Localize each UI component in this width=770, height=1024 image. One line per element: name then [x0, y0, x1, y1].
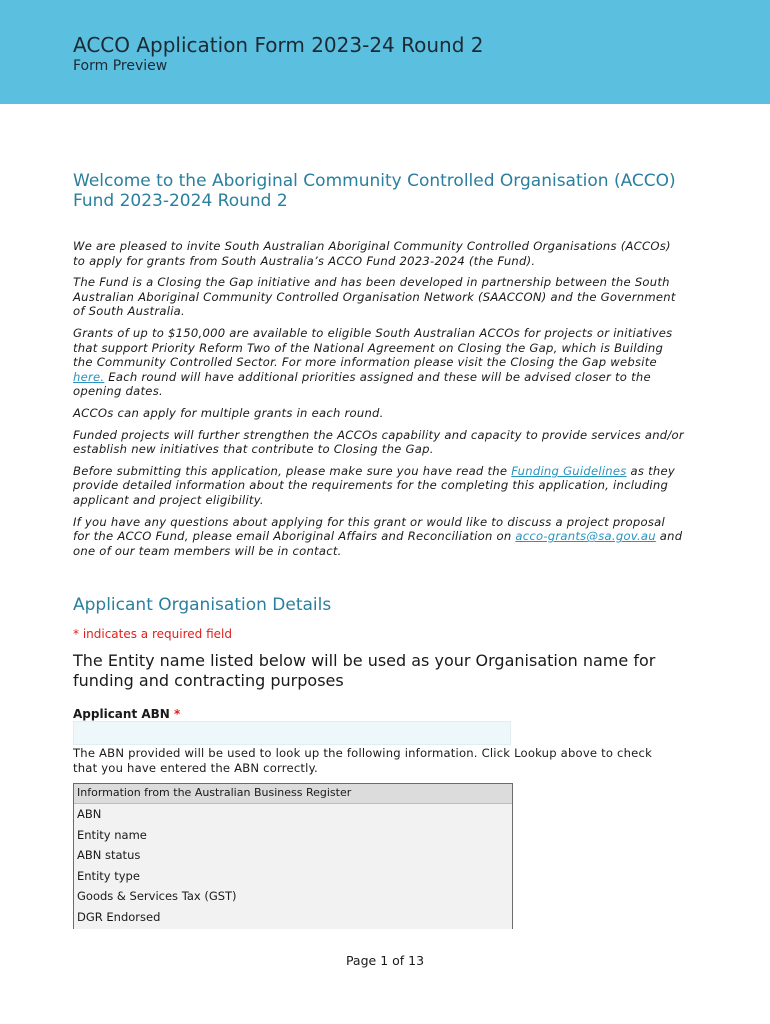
contact-email-link[interactable]: acco-grants@sa.gov.au	[515, 529, 656, 544]
abn-label: Applicant ABN *	[73, 707, 181, 721]
abr-info-table	[73, 783, 513, 929]
abr-row-gst: Goods & Services Tax (GST)	[77, 889, 237, 903]
abr-row-entity-name: Entity name	[77, 827, 147, 842]
intro-paragraph: Before submitting this application, please make sure you have read the Funding Guidelines as they provide detailed information about the requirements for the completing this application, including applicant and project eligibility.	[73, 463, 675, 507]
page-number: Page 1 of 13	[345, 953, 425, 968]
intro-text	[73, 239, 685, 565]
intro-paragraph: ACCOs can apply for multiple grants in each round.	[73, 405, 384, 420]
intro-paragraph: We are pleased to invite South Australian Aboriginal Community Controlled Organisations (ACCOs) to apply for grants from South Australia’s ACCO Fund 2023-2024 (the Fund).	[73, 239, 671, 268]
abr-row-abn: ABN	[77, 807, 102, 821]
form-subtitle: Form Preview	[73, 58, 168, 74]
entity-name-note: The Entity name listed below will be used as your Organisation name for funding and contracting purposes	[73, 651, 656, 690]
intro-paragraph: Grants of up to $150,000 are available to eligible South Australian ACCOs for projects or initiatives that support Priority Reform Two of the National Agreement on Closing the Gap, which is Building the Community Controlled Sector. For more information please visit the Closing the Gap website here. Each round will have additional priorities assigned and these will be advised closer to the opening dates.	[73, 325, 673, 399]
applicant-section-heading: Applicant Organisation Details	[73, 595, 332, 615]
required-field-note: * indicates a required field	[73, 627, 232, 641]
abr-row-dgr: DGR Endorsed	[77, 909, 161, 924]
intro-paragraph: If you have any questions about applying for this grant or would like to discuss a project proposal for the ACCO Fund, please email Aboriginal Affairs and Reconciliation on acco-grants@sa.gov.au and one of our team members will be in contact.	[73, 514, 683, 558]
intro-paragraph: The Fund is a Closing the Gap initiative and has been developed in partnership between the South Australian Aboriginal Community Controlled Organisation Network (SAACCON) and the Government of South Australia.	[73, 275, 676, 319]
required-star: *	[174, 707, 181, 721]
funding-guidelines-link[interactable]: Funding Guidelines	[511, 463, 627, 478]
abr-row-entity-type: Entity type	[77, 868, 140, 883]
abr-row-abn-status: ABN status	[77, 848, 141, 862]
form-header	[0, 0, 770, 104]
abn-help-text: The ABN provided will be used to look up the following information. Click Lookup above to check that you have entered the ABN correctly.	[73, 746, 652, 775]
form-title: ACCO Application Form 2023-24 Round 2	[73, 33, 484, 57]
intro-paragraph: Funded projects will further strengthen the ACCOs capability and capacity to provide services and/or establish new initiatives that contribute to Closing the Gap.	[73, 427, 684, 457]
abr-table-header: Information from the Australian Business Register	[74, 784, 512, 804]
abn-input[interactable]	[73, 721, 511, 745]
welcome-heading: Welcome to the Aboriginal Community Controlled Organisation (ACCO) Fund 2023-2024 Round 2	[73, 171, 676, 211]
closing-the-gap-link[interactable]: here.	[73, 369, 105, 384]
